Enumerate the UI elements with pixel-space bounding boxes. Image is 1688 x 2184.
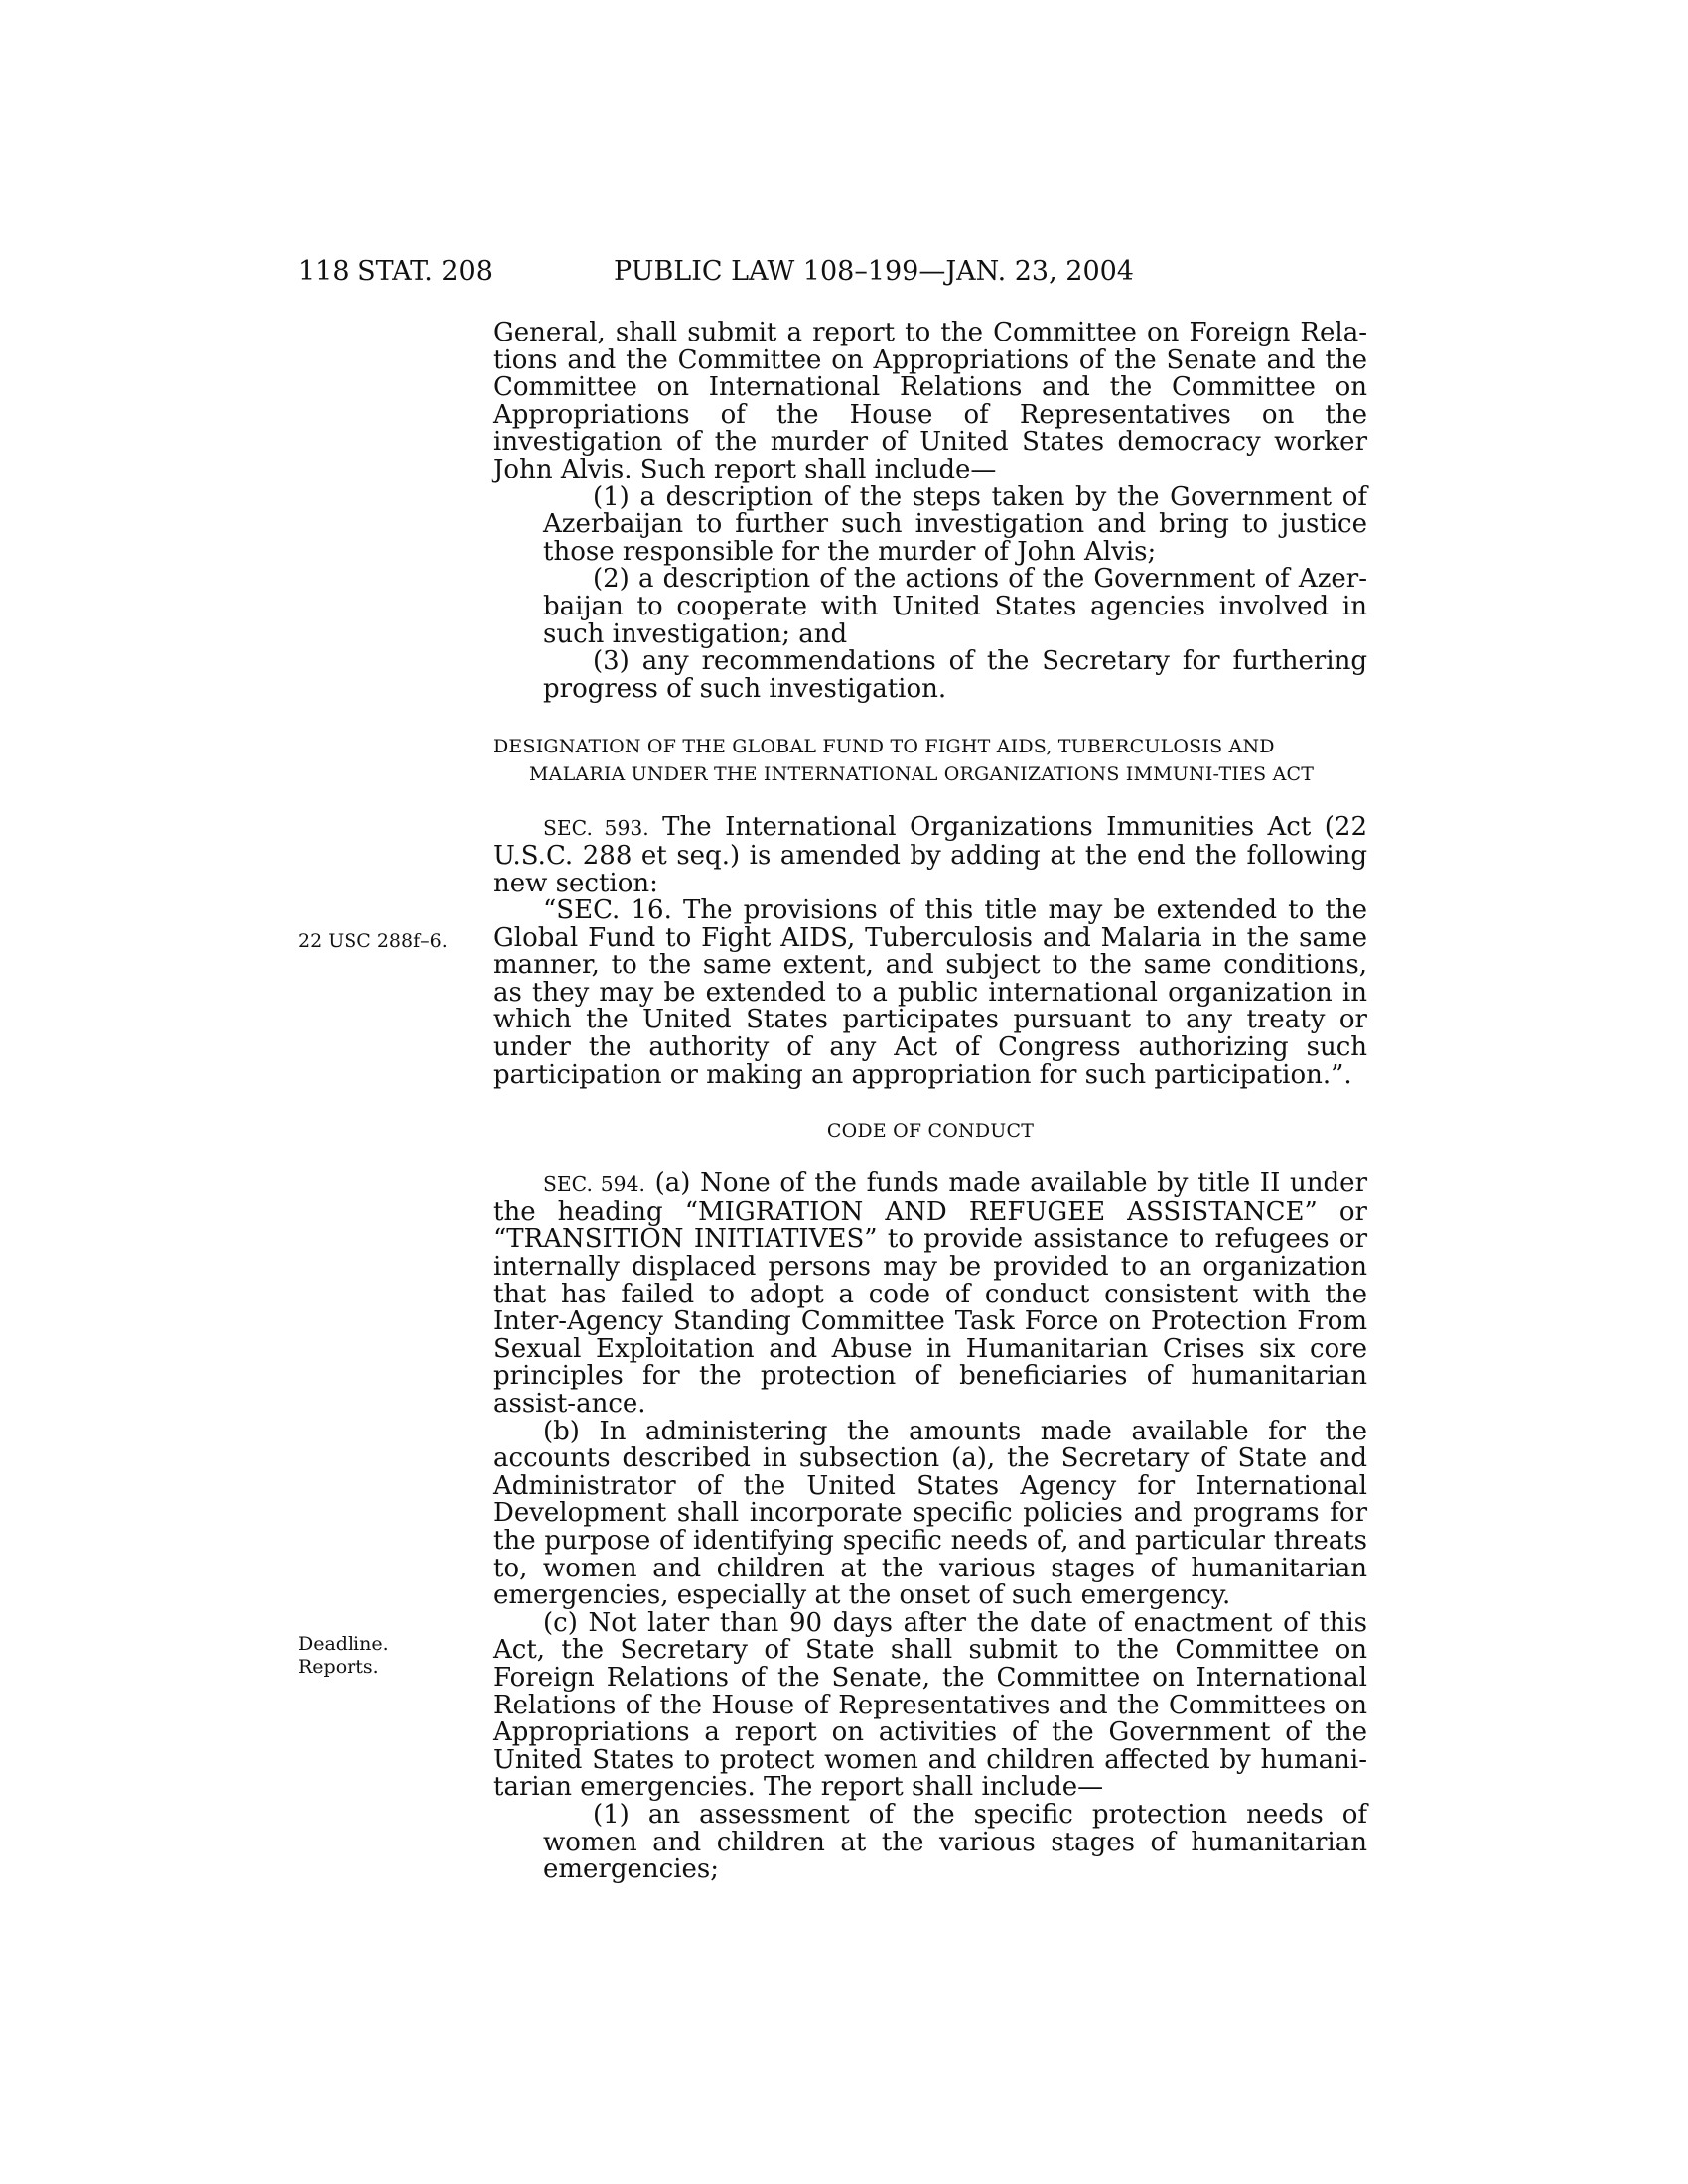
margin-note-usc: 22 USC 288f–6. — [298, 930, 448, 952]
body-text — [493, 320, 1367, 1884]
section-16-paragraph: “SEC. 16. The provisions of this title may be extended to the Global Fund to Fight AIDS, Tuberculosis and Malaria in the same manner, to the same extent, and subject to the same conditions, as they may be extended to a public international organization in which the United States participates pursuant to any treaty or under the authority of any Act of Congress authorizing such participation or making an appropriation for such participation.”. — [493, 895, 1367, 1090]
section-593-paragraph — [493, 814, 1367, 897]
section-594-a-paragraph — [493, 1170, 1367, 1418]
section-594-b-paragraph: (b) In administering the amounts made available for the accounts described in subsection (a), the Secretary of State and Administrator of the United States Agency for International Development shall incorporate specific policies and programs for the purpose of identifying specific needs of, and particular threats to, women and children at the various stages of humanitarian emergencies, especially at the onset of such emergency. — [493, 1416, 1367, 1611]
section-594-heading: CODE OF CONDUCT — [826, 1120, 1035, 1143]
section-593-heading: DESIGNATION OF THE GLOBAL FUND TO FIGHT AIDS, TUBERCULOSIS AND MALARIA UNDER THE INTERNATIONAL ORGANIZATIONS IMMUNI-TIES ACT — [493, 736, 1315, 786]
list-item-2: (2) a description of the actions of the Government of Azer-baijan to cooperate with United States agencies involved in such investigation; and — [543, 564, 1367, 649]
statute-reference: 118 STAT. 208 — [298, 256, 492, 287]
section-594-label: SEC. 594. — [543, 1172, 645, 1197]
page-header — [0, 256, 1688, 296]
public-law-title: PUBLIC LAW 108–199—JAN. 23, 2004 — [614, 256, 1134, 287]
list-item-3: (3) any recommendations of the Secretary for furthering progress of such investigation. — [543, 646, 1367, 704]
list-item-1: (1) a description of the steps taken by the Government of Azerbaijan to further such investigation and bring to justice those responsible for the murder of John Alvis; — [543, 481, 1367, 567]
section-594-c-paragraph: (c) Not later than 90 days after the date of enactment of this Act, the Secretary of State shall submit to the Committee on Foreign Relations of the Senate, the Committee on International Relations of the House of Representatives and the Committees on Appropriations a report on activities of the Government of the United States to protect women and children affected by humani-tarian emergencies. The report shall include— — [493, 1607, 1367, 1803]
section-594-a-text: (a) None of the funds made available by title II under the heading “MIGRATION AND REFUGEE ASSISTANCE” or “TRANSITION INITIATIVES” to provide assistance to refugees or internally displaced persons may be provided to an organization that has failed to adopt a code of conduct consistent with the Inter-Agency Standing Committee Task Force on Protection From Sexual Exploitation and Abuse in Humanitarian Crises six core principles for the protection of beneficiaries of humanitarian assist-ance. — [493, 1168, 1367, 1419]
margin-note-reports: Reports. — [298, 1656, 379, 1678]
section-593-text: The International Organizations Immunities Act (22 U.S.C. 288 et seq.) is amended by adding at the end the following new section: — [493, 812, 1367, 898]
section-594-c-item-1: (1) an assessment of the specific protection needs of women and children at the various stages of humanitarian emergencies; — [543, 1799, 1367, 1885]
section-593-label: SEC. 593. — [543, 816, 649, 841]
intro-paragraph: General, shall submit a report to the Committee on Foreign Rela-tions and the Committee on Appropriations of the Senate and the Committee on International Relations and the Committee on Appropriations of the House of Representatives on the investigation of the murder of United States democracy worker John Alvis. Such report shall include— — [493, 318, 1367, 484]
margin-note-deadline: Deadline. — [298, 1633, 389, 1655]
